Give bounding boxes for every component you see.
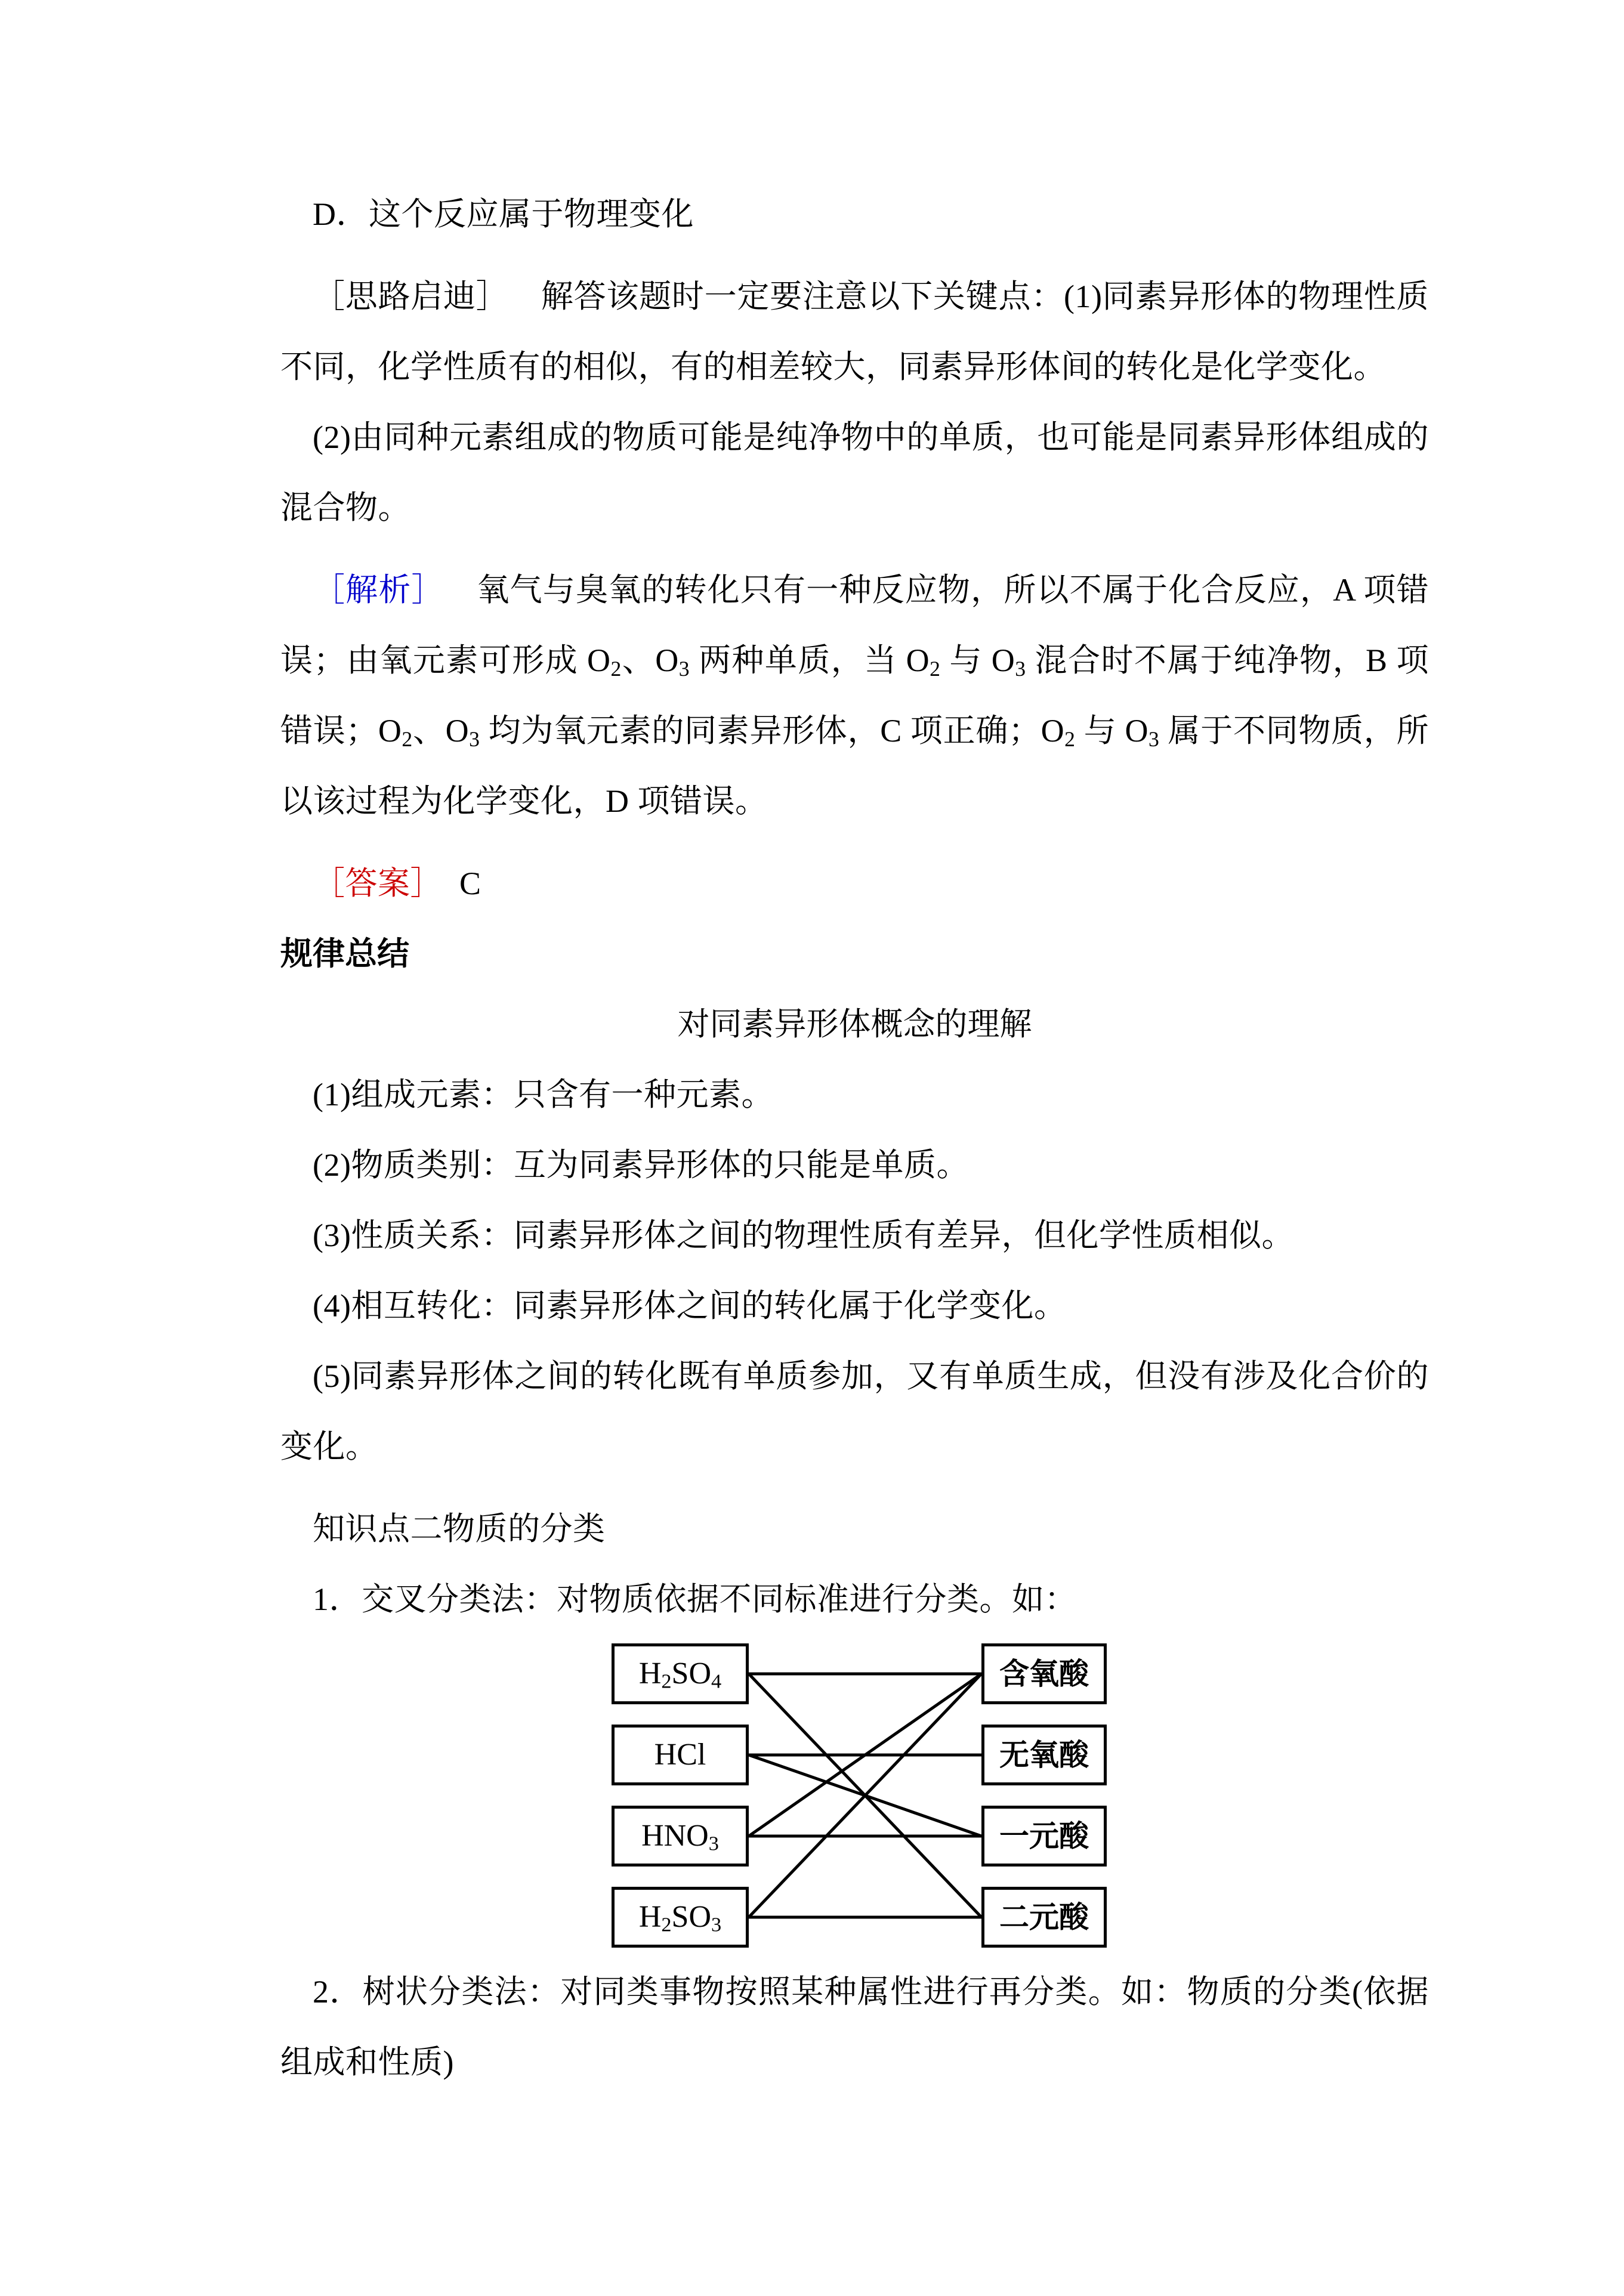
analysis-sub-7: 2 [1064, 727, 1076, 751]
subscript: 3 [711, 1913, 722, 1936]
diagram-box-label: 二元酸 [999, 1901, 1089, 1934]
diagram-box-label: 一元酸 [999, 1819, 1089, 1853]
diagram-box-h2so4 [612, 1643, 749, 1704]
analysis-sub-3: 2 [930, 656, 941, 681]
spacer [280, 249, 1429, 261]
summary-item: (5)同素异形体之间的转化既有单质参加，又有单质生成，但没有涉及化合价的变化。 [280, 1358, 1429, 1464]
diagram-box-eryuansuan [981, 1887, 1107, 1948]
analysis-seg-7: 均为氧元素的同素异形体，C 项正确；O [480, 713, 1065, 749]
diagram-box-label: $HNO_3$ [641, 1819, 719, 1855]
cross-classification-diagram [280, 1634, 1429, 1957]
analysis-seg-1: 氧气与臭氧的转化只有一种反应物，所以不属于化合反应，A 项错误；由氧元素可形成 O [280, 572, 1430, 678]
summary-item: (1)组成元素：只含有一种元素。 [313, 1077, 774, 1113]
subscript: 3 [708, 1832, 719, 1855]
answer-paragraph [280, 848, 1429, 919]
analysis-seg-6: 、O [412, 713, 470, 749]
diagram-box-label: HCl [654, 1738, 706, 1772]
summary-item: (2)物质类别：互为同素异形体的只能是单质。 [313, 1147, 969, 1183]
analysis-paragraph [280, 555, 1429, 836]
diagram-box-hno3 [612, 1806, 749, 1867]
summary-heading: 规律总结 [280, 936, 409, 972]
analysis-text [280, 572, 1429, 819]
diagram-canvas [612, 1640, 1113, 1951]
subscript: 4 [711, 1670, 722, 1693]
analysis-seg-4: 与 O [940, 642, 1015, 678]
method-2-line: 2．树状分类法：对同类事物按照某种属性进行再分类。如：物质的分类(依据组成和性质) [280, 1974, 1429, 2080]
spacer [280, 543, 1429, 555]
analysis-seg-5: 混合时不属于纯净物，B 项错误；O [280, 642, 1430, 749]
answer-label: ［答案］ [313, 866, 443, 901]
analysis-label: ［解析］ [313, 572, 444, 608]
analysis-seg-2: 、O [621, 642, 679, 678]
summary-item: (3)性质关系：同素异形体之间的物理性质有差异，但化学性质相似。 [313, 1217, 1294, 1253]
method-1-line: 1．交叉分类法：对物质依据不同标准进行分类。如： [313, 1581, 1077, 1617]
summary-title: 对同素异形体概念的理解 [677, 1006, 1032, 1042]
analysis-sub-1: 2 [610, 656, 622, 681]
diagram-box-label: $H_2SO_3$ [638, 1900, 722, 1936]
text-column [280, 179, 1429, 2097]
analysis-sub-2: 3 [678, 656, 690, 681]
diagram-box-wuyangsuan [981, 1725, 1107, 1785]
diagram-box-hanyangsuan [981, 1643, 1107, 1704]
diagram-box-label: 含氧酸 [999, 1657, 1089, 1691]
diagram-box-label: 无氧酸 [999, 1738, 1089, 1772]
analysis-seg-9: 属于不同物质，所以该过程为化学变化，D 项错误。 [280, 713, 1430, 819]
diagram-box-hcl [612, 1725, 749, 1785]
analysis-sub-6: 3 [469, 727, 480, 751]
diagram-box-h2so3 [612, 1887, 749, 1948]
diagram-box-yiyuansuan [981, 1806, 1107, 1867]
knowledge-point-heading: 知识点二物质的分类 [313, 1511, 606, 1547]
analysis-seg-8: 与 O [1075, 713, 1149, 749]
summary-item: (4)相互转化：同素异形体之间的转化属于化学变化。 [313, 1288, 1067, 1324]
spacer [280, 1482, 1429, 1494]
analysis-sub-4: 3 [1015, 656, 1026, 681]
spacer [280, 836, 1429, 848]
hint-paragraph-1 [280, 261, 1429, 402]
analysis-sub-5: 2 [402, 727, 413, 751]
answer-value: C [459, 866, 481, 901]
hint-label: ［思路启迪］ [313, 279, 509, 314]
analysis-seg-3: 两种单质，当 O [690, 642, 930, 678]
diagram-box-label: $H_2SO_4$ [638, 1657, 722, 1693]
subscript: 2 [661, 1670, 672, 1693]
hint-text-1: 解答该题时一定要注意以下关键点：(1)同素异形体的物理性质不同，化学性质有的相似，有的相差较大，同素异形体间的转化是化学变化。 [280, 279, 1430, 385]
option-d-line: D．这个反应属于物理变化 [313, 196, 694, 232]
subscript: 2 [661, 1913, 672, 1936]
hint-paragraph-2: (2)由同种元素组成的物质可能是纯净物中的单质，也可能是同素异形体组成的混合物。 [280, 419, 1429, 526]
analysis-sub-8: 3 [1148, 727, 1160, 751]
